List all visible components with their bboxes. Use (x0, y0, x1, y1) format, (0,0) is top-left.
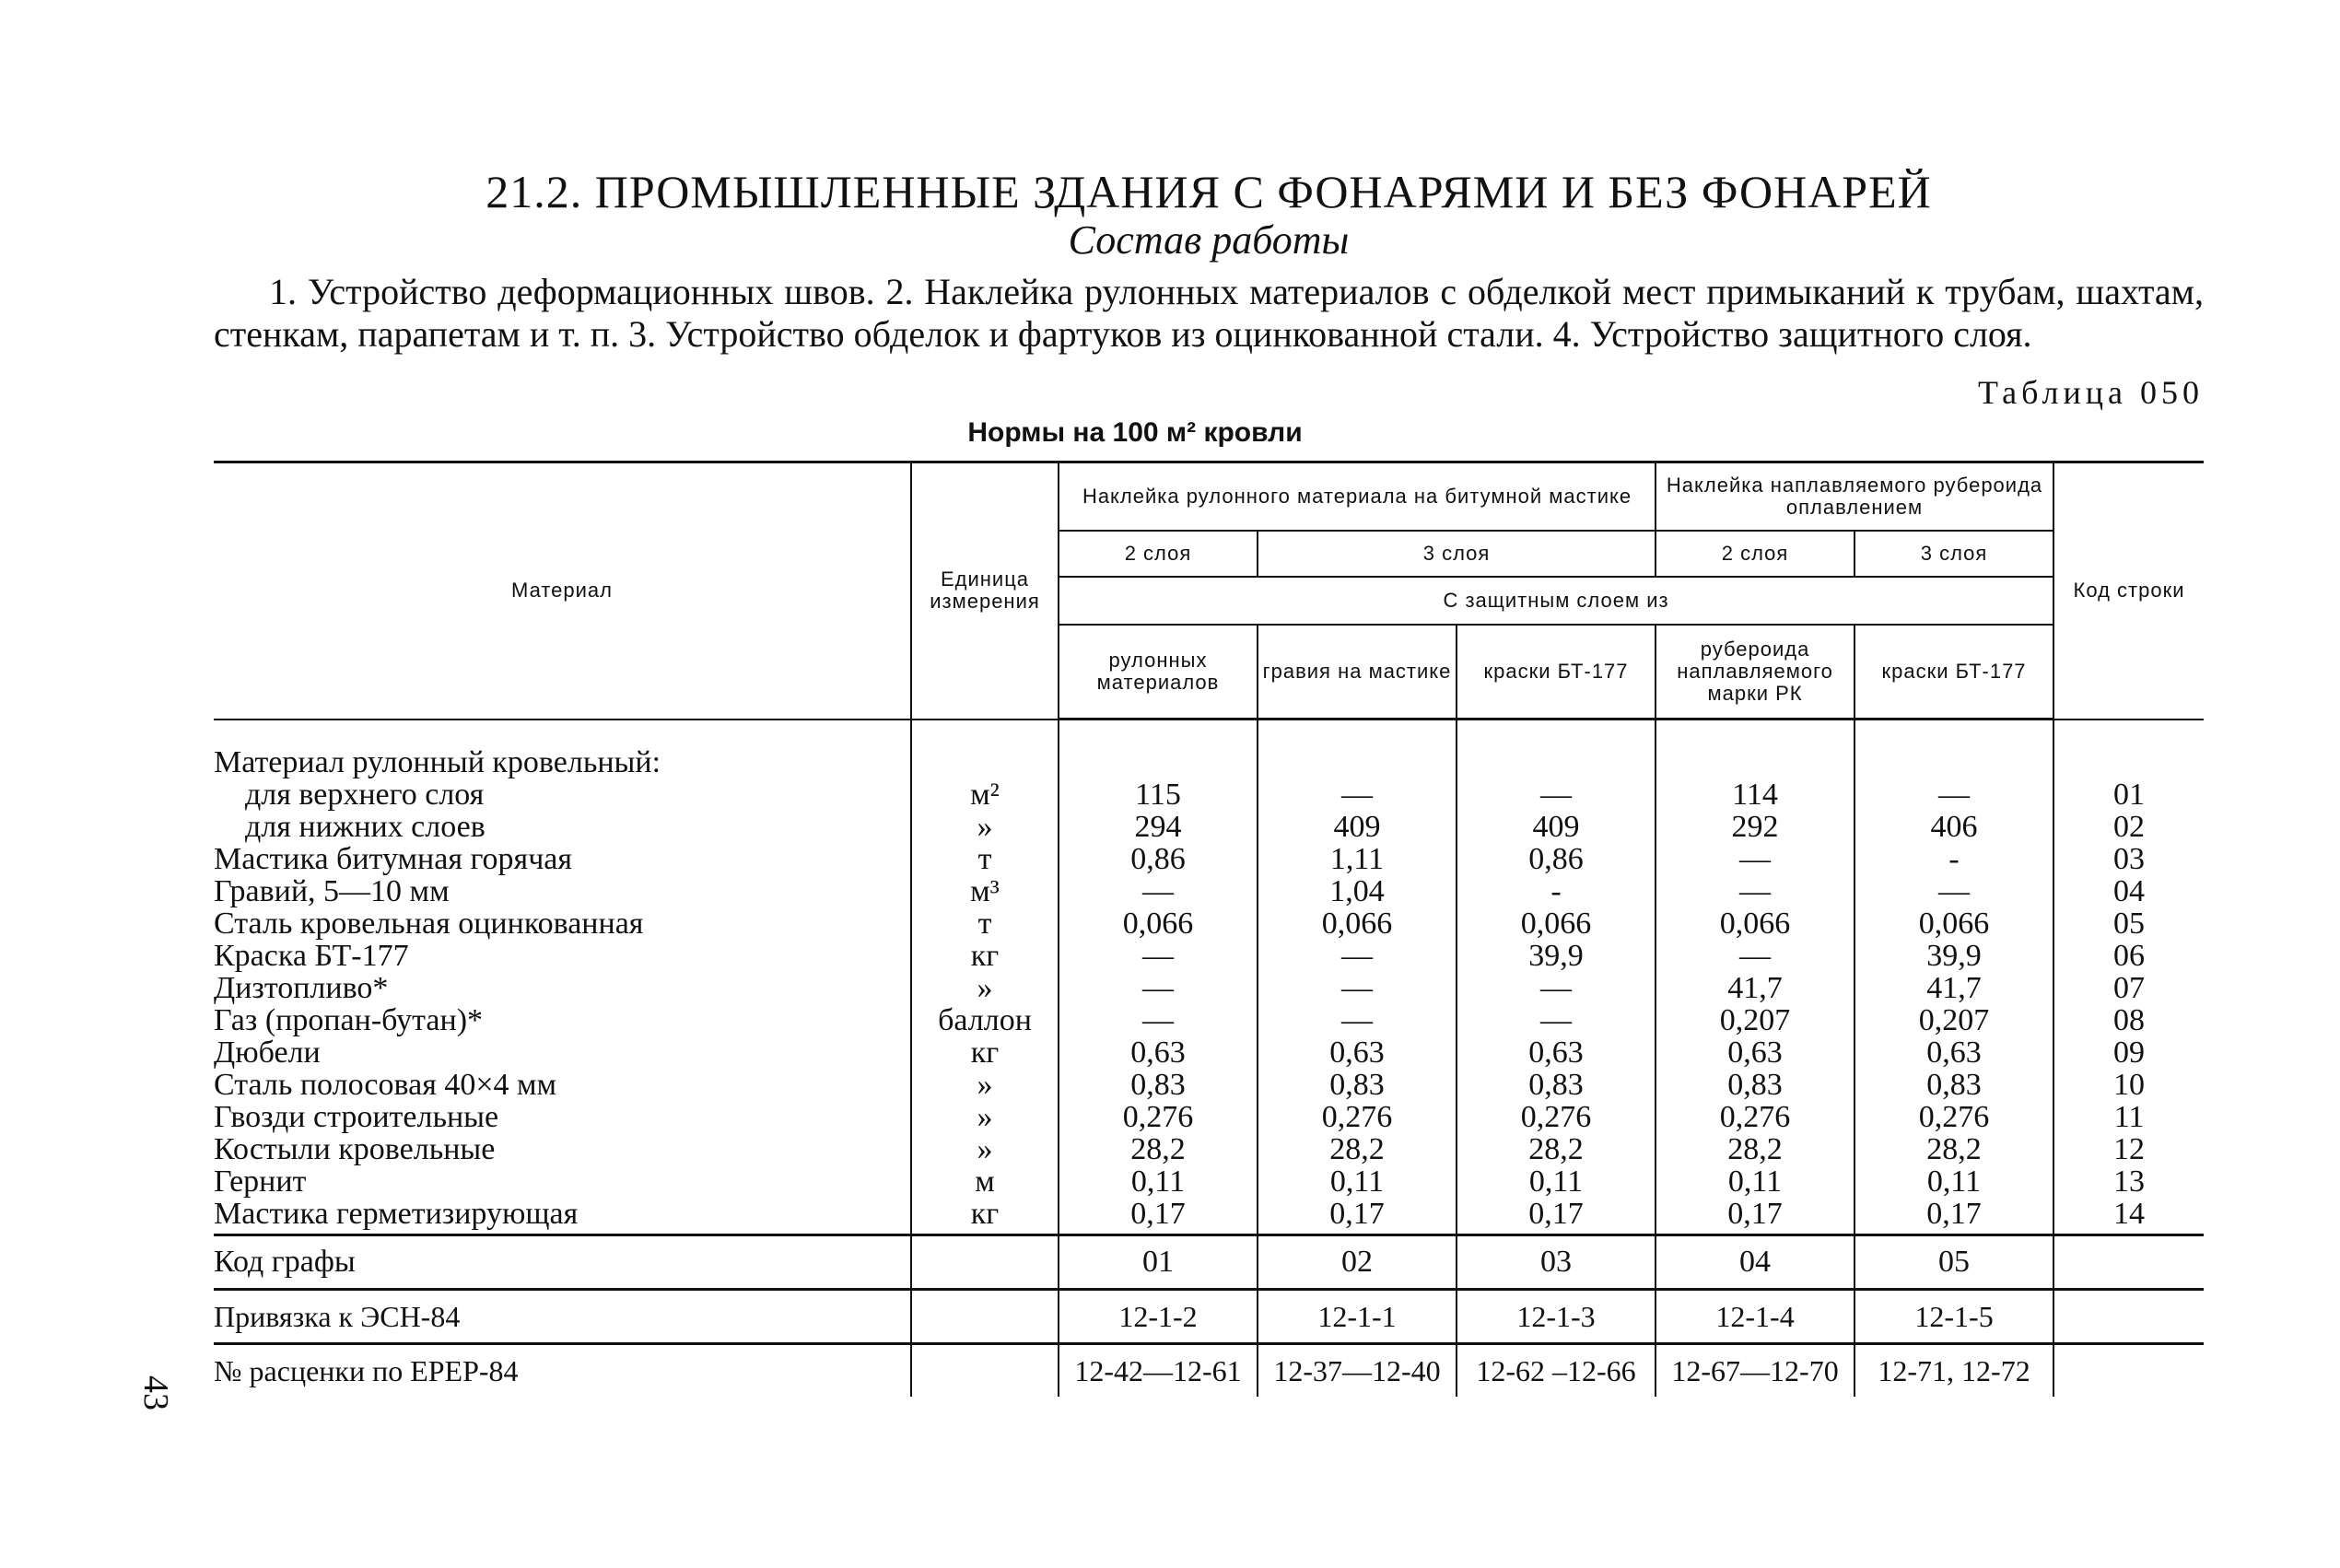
row-code-cell: 08 (2053, 1004, 2204, 1036)
value-cell: — (1059, 972, 1258, 1004)
value-cell: 1,04 (1258, 875, 1457, 907)
value-cell: 0,83 (1457, 1069, 1656, 1101)
footer-row-column-code (214, 1235, 2204, 1290)
value-cell: 0,63 (1656, 1036, 1854, 1069)
unit-cell: м² (911, 778, 1059, 811)
value-cell: 409 (1258, 811, 1457, 843)
unit-cell: м³ (911, 875, 1059, 907)
header-layers-3: 3 слоя (1258, 531, 1656, 577)
table-footer (214, 1235, 2204, 1398)
header-layers-2b: 2 слоя (1656, 531, 1854, 577)
material-name: Гвозди строительные (214, 1101, 911, 1133)
table-row (214, 1101, 2204, 1133)
value-cell: 0,63 (1258, 1036, 1457, 1069)
value-cell: - (1457, 875, 1656, 907)
table-row (214, 1069, 2204, 1101)
header-col-2: гравия на мастике (1258, 625, 1457, 720)
header-group-fused: Наклейка наплавляемого рубероида оплавлением (1656, 462, 2053, 532)
value-cell: 39,9 (1854, 940, 2053, 972)
footer-value: 12-62 –12-66 (1457, 1344, 1656, 1398)
value-cell: 0,11 (1854, 1165, 2053, 1198)
row-code-cell: 11 (2053, 1101, 2204, 1133)
material-name: для нижних слоев (214, 811, 911, 843)
header-col-1: рулонных материалов (1059, 625, 1258, 720)
footer-row-esn (214, 1290, 2204, 1344)
table-row (214, 778, 2204, 811)
row-code-cell: 07 (2053, 972, 2204, 1004)
unit-cell (911, 720, 1059, 779)
value-cell: 0,17 (1258, 1198, 1457, 1235)
value-cell: 0,276 (1457, 1101, 1656, 1133)
value-cell: 28,2 (1258, 1133, 1457, 1165)
row-code-cell: 02 (2053, 811, 2204, 843)
material-name: Дизтопливо* (214, 972, 911, 1004)
material-name: Материал рулонный кровельный: (214, 720, 911, 779)
footer-label: Привязка к ЭСН-84 (214, 1290, 911, 1344)
footer-value: 12-71, 12-72 (1854, 1344, 2053, 1398)
unit-cell: » (911, 972, 1059, 1004)
value-cell: 0,86 (1059, 843, 1258, 875)
unit-cell: » (911, 811, 1059, 843)
unit-cell: м (911, 1165, 1059, 1198)
footer-value: 12-67—12-70 (1656, 1344, 1854, 1398)
row-code-cell: 05 (2053, 907, 2204, 940)
value-cell: 0,63 (1059, 1036, 1258, 1069)
footer-label: Код графы (214, 1235, 911, 1290)
header-layers-3b: 3 слоя (1854, 531, 2053, 577)
table-caption: Нормы на 100 м² кровли (967, 417, 1303, 448)
table-number: Таблица 050 (1978, 374, 2204, 411)
value-cell: — (1854, 778, 2053, 811)
header-row-code: Код строки (2053, 462, 2204, 720)
footer-value: 12-1-1 (1258, 1290, 1457, 1344)
footer-code-cell (2053, 1235, 2204, 1290)
value-cell: 0,066 (1258, 907, 1457, 940)
table-row (214, 1133, 2204, 1165)
table-row (214, 972, 2204, 1004)
unit-cell: » (911, 1101, 1059, 1133)
footer-value: 12-42—12-61 (1059, 1344, 1258, 1398)
material-name: Дюбели (214, 1036, 911, 1069)
footer-code-cell (2053, 1344, 2204, 1398)
value-cell: 0,207 (1656, 1004, 1854, 1036)
header-col-3: краски БТ-177 (1457, 625, 1656, 720)
value-cell: 0,276 (1854, 1101, 2053, 1133)
value-cell: - (1854, 843, 2053, 875)
material-name: Мастика герметизирующая (214, 1198, 911, 1235)
row-code-cell: 12 (2053, 1133, 2204, 1165)
footer-value: 12-1-4 (1656, 1290, 1854, 1344)
value-cell: — (1258, 1004, 1457, 1036)
value-cell: 0,86 (1457, 843, 1656, 875)
header-material: Материал (214, 462, 911, 720)
material-name: Краска БТ-177 (214, 940, 911, 972)
value-cell: — (1457, 1004, 1656, 1036)
value-cell: 0,066 (1059, 907, 1258, 940)
norms-table (214, 461, 2204, 1397)
row-code-cell: 04 (2053, 875, 2204, 907)
value-cell: — (1656, 940, 1854, 972)
value-cell: 294 (1059, 811, 1258, 843)
work-composition-paragraph: 1. Устройство деформационных швов. 2. Наклейка рулонных материалов с обделкой мест примыканий к трубам, шахтам, стенкам, парапетам и т. п. 3. Устройство обделок и фартуков из оцинкованной стали. 4. Устройство защитного слоя. (214, 271, 2204, 355)
header-col-4: рубероида наплавляемого марки РК (1656, 625, 1854, 720)
footer-value: 12-1-5 (1854, 1290, 2053, 1344)
value-cell: — (1059, 1004, 1258, 1036)
unit-cell: кг (911, 1198, 1059, 1235)
footer-value: 01 (1059, 1235, 1258, 1290)
page-number: 43 (136, 1375, 175, 1410)
header-protective-layer: С защитным слоем из (1059, 577, 2053, 625)
footer-value: 03 (1457, 1235, 1656, 1290)
header-group-mastic: Наклейка рулонного материала на битумной мастике (1059, 462, 1656, 532)
value-cell: 0,17 (1059, 1198, 1258, 1235)
value-cell: 292 (1656, 811, 1854, 843)
footer-value: 05 (1854, 1235, 2053, 1290)
table-row (214, 1004, 2204, 1036)
table-row (214, 1036, 2204, 1069)
header-layers-2: 2 слоя (1059, 531, 1258, 577)
row-code-cell: 09 (2053, 1036, 2204, 1069)
unit-cell: кг (911, 940, 1059, 972)
unit-cell: т (911, 907, 1059, 940)
value-cell: 0,83 (1258, 1069, 1457, 1101)
value-cell: — (1656, 875, 1854, 907)
material-name: Газ (пропан-бутан)* (214, 1004, 911, 1036)
row-code-cell (2053, 720, 2204, 779)
footer-row-erer (214, 1344, 2204, 1398)
value-cell: 115 (1059, 778, 1258, 811)
footer-unit-cell (911, 1235, 1059, 1290)
value-cell: 0,11 (1059, 1165, 1258, 1198)
value-cell: 0,276 (1656, 1101, 1854, 1133)
footer-value: 02 (1258, 1235, 1457, 1290)
value-cell: 28,2 (1854, 1133, 2053, 1165)
table-body (214, 720, 2204, 1235)
table-header (214, 462, 2204, 720)
header-col-5: краски БТ-177 (1854, 625, 2053, 720)
value-cell (1656, 720, 1854, 779)
value-cell: 41,7 (1854, 972, 2053, 1004)
unit-cell: кг (911, 1036, 1059, 1069)
value-cell: — (1656, 843, 1854, 875)
value-cell: 0,83 (1656, 1069, 1854, 1101)
section-heading: 21.2. ПРОМЫШЛЕННЫЕ ЗДАНИЯ С ФОНАРЯМИ И БЕЗ ФОНАРЕЙ (486, 166, 1932, 217)
header-unit: Единица измерения (911, 462, 1059, 720)
value-cell: — (1457, 972, 1656, 1004)
footer-value: 04 (1656, 1235, 1854, 1290)
unit-cell: т (911, 843, 1059, 875)
value-cell: 0,63 (1854, 1036, 2053, 1069)
value-cell: 0,066 (1854, 907, 2053, 940)
footer-unit-cell (911, 1290, 1059, 1344)
table-row (214, 720, 2204, 779)
value-cell: 0,11 (1457, 1165, 1656, 1198)
footer-code-cell (2053, 1290, 2204, 1344)
material-name: Гравий, 5—10 мм (214, 875, 911, 907)
material-name: Сталь полосовая 40×4 мм (214, 1069, 911, 1101)
value-cell: — (1457, 778, 1656, 811)
footer-unit-cell (911, 1344, 1059, 1398)
material-name: Сталь кровельная оцинкованная (214, 907, 911, 940)
footer-value: 12-1-2 (1059, 1290, 1258, 1344)
unit-cell: » (911, 1069, 1059, 1101)
value-cell: — (1059, 940, 1258, 972)
material-name: Мастика битумная горячая (214, 843, 911, 875)
value-cell (1258, 720, 1457, 779)
value-cell: 28,2 (1656, 1133, 1854, 1165)
row-code-cell: 14 (2053, 1198, 2204, 1235)
value-cell: 0,066 (1656, 907, 1854, 940)
value-cell: 0,276 (1059, 1101, 1258, 1133)
row-code-cell: 03 (2053, 843, 2204, 875)
table-row (214, 811, 2204, 843)
value-cell: — (1854, 875, 2053, 907)
unit-cell: баллон (911, 1004, 1059, 1036)
footer-label: № расценки по ЕРЕР-84 (214, 1344, 911, 1398)
value-cell: 0,066 (1457, 907, 1656, 940)
value-cell (1854, 720, 2053, 779)
value-cell: 0,11 (1258, 1165, 1457, 1198)
unit-cell: » (911, 1133, 1059, 1165)
value-cell (1457, 720, 1656, 779)
row-code-cell: 01 (2053, 778, 2204, 811)
value-cell: — (1059, 875, 1258, 907)
value-cell: 0,17 (1656, 1198, 1854, 1235)
table-row (214, 940, 2204, 972)
value-cell: 0,83 (1059, 1069, 1258, 1101)
value-cell: 409 (1457, 811, 1656, 843)
table-row (214, 907, 2204, 940)
document-page (214, 166, 2204, 1397)
value-cell: 406 (1854, 811, 2053, 843)
value-cell: 0,17 (1854, 1198, 2053, 1235)
value-cell: — (1258, 940, 1457, 972)
value-cell: 0,207 (1854, 1004, 2053, 1036)
value-cell (1059, 720, 1258, 779)
table-row (214, 843, 2204, 875)
value-cell: 0,63 (1457, 1036, 1656, 1069)
row-code-cell: 10 (2053, 1069, 2204, 1101)
value-cell: — (1258, 778, 1457, 811)
value-cell: 28,2 (1457, 1133, 1656, 1165)
value-cell: 0,11 (1656, 1165, 1854, 1198)
value-cell: 39,9 (1457, 940, 1656, 972)
value-cell: 114 (1656, 778, 1854, 811)
work-composition-title: Состав работы (1068, 217, 1350, 263)
table-row (214, 875, 2204, 907)
value-cell: 1,11 (1258, 843, 1457, 875)
row-code-cell: 13 (2053, 1165, 2204, 1198)
value-cell: 0,17 (1457, 1198, 1656, 1235)
value-cell: 0,83 (1854, 1069, 2053, 1101)
value-cell: 28,2 (1059, 1133, 1258, 1165)
value-cell: 0,276 (1258, 1101, 1457, 1133)
material-name: для верхнего слоя (214, 778, 911, 811)
table-row (214, 1198, 2204, 1235)
footer-value: 12-37—12-40 (1258, 1344, 1457, 1398)
value-cell: 41,7 (1656, 972, 1854, 1004)
material-name: Костыли кровельные (214, 1133, 911, 1165)
material-name: Гернит (214, 1165, 911, 1198)
value-cell: — (1258, 972, 1457, 1004)
table-row (214, 1165, 2204, 1198)
work-composition-text (214, 271, 2204, 356)
footer-value: 12-1-3 (1457, 1290, 1656, 1344)
row-code-cell: 06 (2053, 940, 2204, 972)
